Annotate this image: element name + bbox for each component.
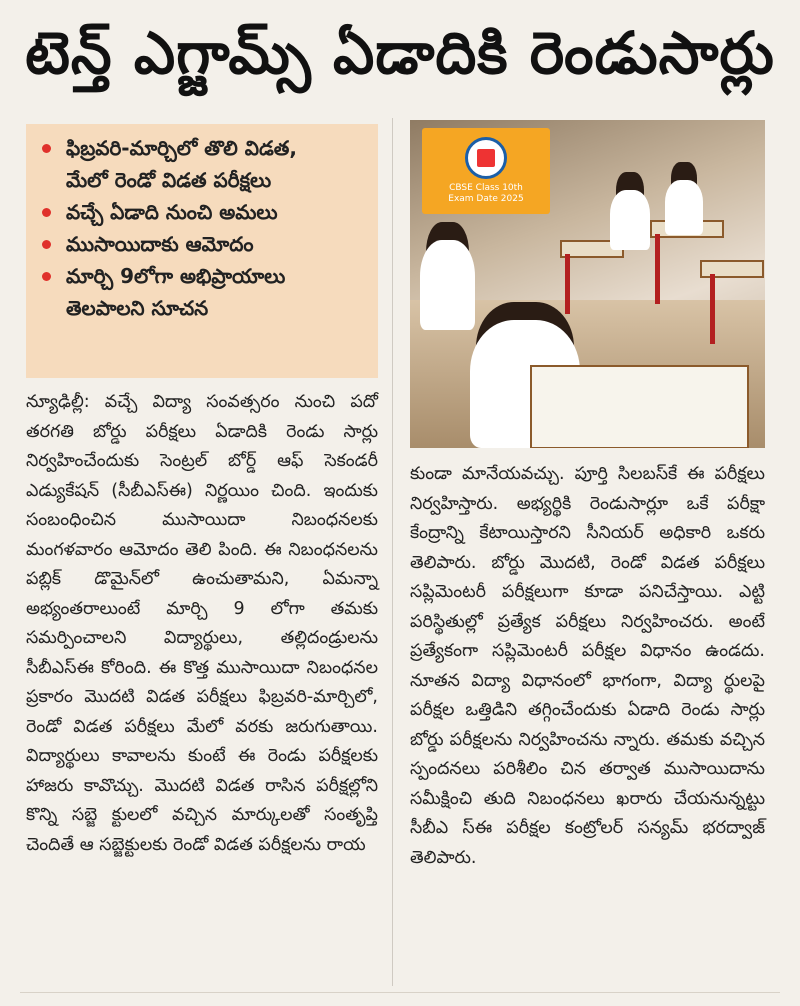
bullet-icon	[42, 272, 51, 281]
highlight-text: మేలో రెండో విడత పరీక్షలు	[66, 168, 272, 192]
highlight-item	[40, 196, 368, 228]
desk-leg	[565, 254, 570, 314]
bullet-icon	[42, 208, 51, 217]
highlight-text: ముసాయిదాకు ఆమోదం	[66, 232, 254, 256]
logo-caption-line: Exam Date 2025	[448, 194, 524, 204]
exam-hall-photo	[410, 120, 765, 448]
article-column-right	[410, 460, 765, 873]
column-divider	[392, 118, 393, 986]
highlight-item	[40, 228, 368, 260]
article-column-left	[26, 388, 378, 860]
highlight-item	[40, 260, 368, 292]
bullet-icon	[42, 144, 51, 153]
student	[665, 180, 703, 235]
highlights-box	[26, 124, 378, 378]
cbse-logo-card	[422, 128, 550, 214]
highlight-item-continuation	[40, 164, 368, 196]
student	[420, 240, 475, 330]
article-text: న్యూఢిల్లీ: వచ్చే విద్యా సంవత్సరం నుంచి పదో తరగతి బోర్డు పరీక్షలు ఏడాదికి రెండు సార్లు నిర్వహించేందుకు సెంట్రల్ బోర్డ్ ఆఫ్ సెకండరీ ఎడ్యుకేషన్ (సీబీఎస్ఈ) నిర్ణయిం చింది. ఇందుకు సంబంధించిన ముసాయిదా నిబంధనలకు మంగళవారం ఆమోదం తెలి పింది. ఈ నిబంధనలను పబ్లిక్ డొమైన్‌లో ఉంచుతామని, ఏమన్నా అభ్యంతరాలుంటే మార్చి 9 లోగా తమకు సమర్పించాలని విద్యార్థులు, తల్లిదండ్రులను సీబీఎస్ఈ కోరింది. ఈ కొత్త ముసాయిదా నిబంధనల ప్రకారం మొదటి విడత పరీక్షలు ఫిబ్రవరి-మార్చిలో, రెండో విడత పరీక్షలు మేలో వరకు జరుగుతాయి. విద్యార్థులు కావాలను కుంటే ఈ రెండు పరీక్షలకు హాజరు కావొచ్చు. మొదటి విడత రాసిన పరీక్షల్లోని కొన్ని సబ్జె క్టులలో వచ్చిన మార్కులతో సంతృప్తి చెందితే ఆ సబ్జెక్టులకు రెండో విడత పరీక్షలను రాయ	[26, 392, 378, 855]
highlight-text: వచ్చే ఏడాది నుంచి అమలు	[66, 200, 278, 224]
article-text: కుండా మానేయవచ్చు. పూర్తి సిలబస్‌కే ఈ పరీక్షలు నిర్వహిస్తారు. అభ్యర్థికి రెండుసార్లూ ఒకే పరీక్షా కేంద్రాన్ని కేటాయిస్తారని సీనియర్ అధికారి ఒకరు తెలిపారు. బోర్డు మొదటి, రెండో విడత పరీక్షలు సప్లిమెంటరీ పరీక్షలుగా కూడా పనిచేస్తాయి. ఎట్టి పరిస్థితుల్లో ప్రత్యేక పరీక్షలు నిర్వహించరు. అంటే ప్రత్యేకంగా సప్లిమెంటరీ పరీక్షల విధానం ఉండదు. నూతన విద్యా విధానంలో భాగంగా, విద్యా ర్థులపై పరీక్షల ఒత్తిడిని తగ్గించేందుకు ఏడాది రెండు సార్లు బోర్డు పరీక్షలను నిర్వహించను న్నారు. తమకు వచ్చిన స్పందనలు పరిశీలిం చిన తర్వాత ముసాయిదాను సమీక్షించి తుది నిబంధనలు ఖరారు చేయనున్నట్టు సీబీఎ స్ఈ పరీక్షల కంట్రోలర్ సన్యమ్ భరద్వాజ్ తెలిపారు.	[410, 464, 765, 868]
highlight-text: మార్చి 9లోగా అభిప్రాయాలు	[66, 264, 286, 288]
highlight-text: ఫిబ్రవరి-మార్చిలో తొలి విడత,	[66, 136, 297, 160]
headline: టెన్త్ ఎగ్జామ్స్ ఏడాదికి రెండుసార్లు	[25, 18, 775, 87]
highlight-item	[40, 132, 368, 164]
highlight-item-continuation	[40, 292, 368, 324]
exam-sheet	[530, 365, 749, 448]
cbse-emblem-icon	[465, 137, 507, 179]
highlight-text: తెలపాలని సూచన	[66, 296, 209, 320]
logo-caption	[448, 183, 523, 205]
bullet-icon	[42, 240, 51, 249]
bottom-divider	[20, 992, 780, 993]
logo-caption-line: CBSE Class 10th	[449, 183, 523, 193]
desk-leg	[710, 274, 715, 344]
desk-leg	[655, 234, 660, 304]
student	[610, 190, 650, 250]
